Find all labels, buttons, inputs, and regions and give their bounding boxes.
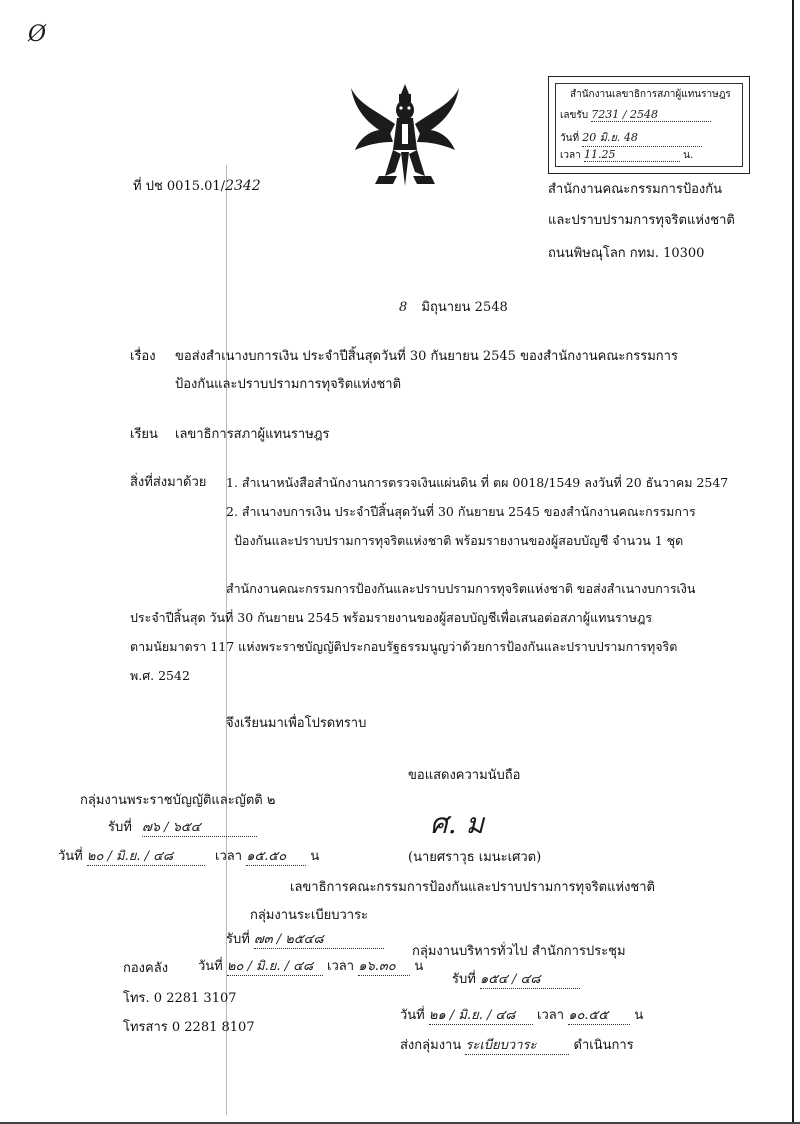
- stamp-receipt-value: 7231 / 2548: [591, 108, 711, 122]
- letter-date-month-year: มิถุนายน 2548: [421, 300, 508, 315]
- stamp-agenda-time-value: ๑๖.๓๐: [358, 959, 410, 976]
- stamp-law-receipt-value: ๗๖ / ๖๕๔: [142, 820, 257, 837]
- stamp-admin-group-title: กลุ่มงานบริหารทั่วไป สำนักการประชุม: [412, 944, 626, 959]
- stamp-receipt-label: เลขรับ: [560, 110, 589, 121]
- stamp-agenda-receipt-label: รับที่: [226, 932, 250, 947]
- stamp-agenda-date-label: วันที่: [198, 959, 223, 974]
- stamp-admin-receipt-label: รับที่: [452, 972, 476, 987]
- stamp-date-value: 20 มิ.ย. 48: [582, 128, 702, 147]
- stamp-law-date-value: ๒๐ / มิ.ย. / ๔๘: [87, 849, 205, 866]
- corner-pen-mark: Ø: [28, 22, 47, 47]
- letter-date: [399, 300, 508, 316]
- stamp-agenda-group-date: [198, 959, 423, 976]
- stamp-law-group-date: [58, 849, 319, 866]
- stamp-agenda-time-unit: น: [414, 959, 424, 974]
- document-number: [133, 178, 261, 195]
- body-line-2: ประจำปีสิ้นสุด วันที่ 30 กันยายน 2545 พร้อมรายงานของผู้สอบบัญชีเพื่อเสนอต่อสภาผู้แทนราษฎร: [130, 610, 653, 625]
- garuda-emblem-icon: [345, 80, 465, 192]
- stamp-time-row: [560, 148, 693, 163]
- signatory-name: (นายศราวุธ เมนะเศวต): [408, 850, 542, 865]
- stamp-law-time-value: ๑๕.๕๐: [246, 849, 306, 866]
- stamp-admin-time-unit: น: [634, 1008, 644, 1023]
- to-label: เรียน: [130, 427, 158, 442]
- stamp-agenda-group-receipt: [226, 932, 384, 949]
- body-line-4: พ.ศ. 2542: [130, 668, 190, 683]
- body-line-3: ตามนัยมาตรา 117 แห่งพระราชบัญญัติประกอบรัฐธรรมนูญว่าด้วยการป้องกันและปราบปรามการทุจริต: [130, 639, 678, 654]
- sender-line-1: สำนักงานคณะกรรมการป้องกัน: [548, 182, 722, 197]
- stamp-time-unit: น.: [683, 150, 694, 161]
- stamp-admin-time-label: เวลา: [537, 1008, 565, 1023]
- signature-mark: ศ. ม: [430, 807, 485, 840]
- enclosure-item-1: 1. สำเนาหนังสือสำนักงานการตรวจเงินแผ่นดิน ที่ ตผ 0018/1549 ลงวันที่ 20 ธันวาคม 2547: [226, 475, 729, 490]
- stamp-admin-action-label: ดำเนินการ: [573, 1038, 634, 1053]
- body-line-1: สำนักงานคณะกรรมการป้องกันและปราบปรามการทุจริตแห่งชาติ ขอส่งสำเนางบการเงิน: [226, 581, 696, 596]
- subject-line-1: ขอส่งสำเนางบการเงิน ประจำปีสิ้นสุดวันที่ 30 กันยายน 2545 ของสำนักงานคณะกรรมการ: [175, 349, 678, 364]
- footer-phone: โทร. 0 2281 3107: [123, 991, 237, 1006]
- stamp-time-label: เวลา: [560, 150, 581, 161]
- stamp-admin-receipt-value: ๑๕๔ / ๔๘: [480, 972, 580, 989]
- stamp-admin-group-receipt: [452, 972, 580, 989]
- enclosures-label: สิ่งที่ส่งมาด้วย: [130, 475, 207, 490]
- stamp-admin-group-forward: [400, 1038, 634, 1055]
- stamp-law-group-receipt: [108, 820, 257, 837]
- footer-fax: โทรสาร 0 2281 8107: [123, 1020, 255, 1035]
- stamp-admin-sent-label: ส่งกลุ่มงาน: [400, 1038, 462, 1053]
- sender-line-2: และปราบปรามการทุจริตแห่งชาติ: [548, 213, 735, 228]
- enclosure-item-2-line-1: 2. สำเนางบการเงิน ประจำปีสิ้นสุดวันที่ 30 กันยายน 2545 ของสำนักงานคณะกรรมการ: [226, 504, 696, 519]
- stamp-law-group-title: กลุ่มงานพระราชบัญญัติและญัตติ ๒: [80, 793, 276, 808]
- document-number-value: 2342: [225, 178, 261, 194]
- stamp-agenda-time-label: เวลา: [327, 959, 355, 974]
- closing-request: จึงเรียนมาเพื่อโปรดทราบ: [226, 716, 367, 731]
- stamp-time-value: 11.25: [584, 148, 680, 162]
- stamp-admin-date-label: วันที่: [400, 1008, 425, 1023]
- stamp-date-row: [560, 128, 702, 147]
- stamp-agenda-date-value: ๒๐ / มิ.ย. / ๔๘: [227, 959, 323, 976]
- stamp-law-receipt-label: รับที่: [108, 820, 132, 835]
- sender-line-3: ถนนพิษณุโลก กทม. 10300: [548, 246, 705, 261]
- stamp-agenda-receipt-value: ๗๓ / ๒๕๔๘: [254, 932, 384, 949]
- closing-salutation: ขอแสดงความนับถือ: [408, 768, 521, 783]
- stamp-receipt-row: [560, 108, 711, 123]
- document-number-label: ที่ ปช 0015.01/: [133, 179, 226, 194]
- stamp-office: สำนักงานเลขาธิการสภาผู้แทนราษฎร: [570, 89, 731, 100]
- stamp-admin-time-value: ๑๐.๕๕: [568, 1008, 630, 1025]
- signatory-position: เลขาธิการคณะกรรมการป้องกันและปราบปรามการทุจริตแห่งชาติ: [290, 880, 655, 895]
- subject-label: เรื่อง: [130, 349, 156, 364]
- to-value: เลขาธิการสภาผู้แทนราษฎร: [175, 427, 330, 442]
- stamp-law-time-label: เวลา: [215, 849, 243, 864]
- subject-line-2: ป้องกันและปราบปรามการทุจริตแห่งชาติ: [175, 377, 402, 392]
- stamp-date-label: วันที่: [560, 133, 580, 144]
- stamp-law-date-label: วันที่: [58, 849, 83, 864]
- enclosure-item-2-line-2: ป้องกันและปราบปรามการทุจริตแห่งชาติ พร้อมรายงานของผู้สอบบัญชี จำนวน 1 ชุด: [234, 533, 684, 548]
- scan-edge-right: [792, 0, 794, 1124]
- stamp-admin-sent-value: ระเบียบวาระ: [465, 1038, 569, 1055]
- receive-stamp: [548, 76, 750, 174]
- stamp-law-time-unit: น: [310, 849, 320, 864]
- stamp-admin-group-date: [400, 1008, 643, 1025]
- letter-date-day: 8: [399, 300, 408, 315]
- footer-division: กองคลัง: [123, 961, 169, 976]
- stamp-agenda-group-title: กลุ่มงานระเบียบวาระ: [250, 908, 369, 923]
- stamp-admin-date-value: ๒๑ / มิ.ย. / ๔๘: [429, 1008, 533, 1025]
